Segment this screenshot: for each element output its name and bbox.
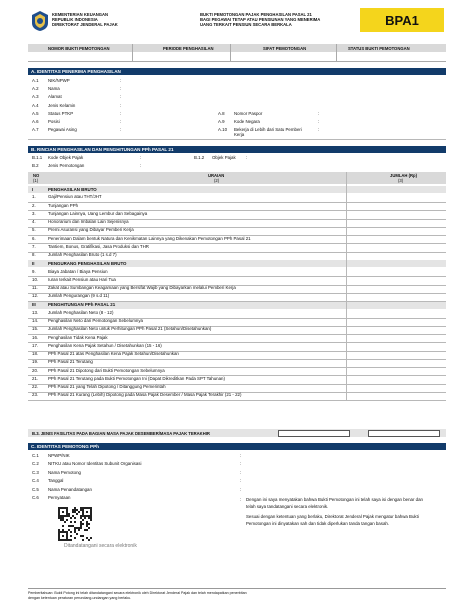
form-title xyxy=(200,12,320,27)
col-sub-2: (2) xyxy=(214,178,220,183)
org-name xyxy=(52,12,118,27)
qr-module xyxy=(60,539,62,541)
row-text: PPh Pasal 21 Dipotong dari Bukti Pemotongan Sebelumnya xyxy=(48,367,165,373)
qr-module xyxy=(80,509,82,511)
org-line: REPUBLIK INDONESIA xyxy=(52,17,98,22)
field-num: A.10 xyxy=(218,127,228,133)
qr-module xyxy=(58,533,60,535)
col-jumlah: JUMLAH (Rp) xyxy=(390,173,417,178)
qr-module xyxy=(72,509,74,511)
qr-module xyxy=(64,515,66,517)
qr-module xyxy=(90,519,92,521)
b3-row xyxy=(28,429,446,437)
qr-module xyxy=(72,511,74,513)
qr-module xyxy=(82,535,84,537)
row-text: Jumlah Penghasilan Neto (8 - 12) xyxy=(48,309,114,315)
qr-module xyxy=(90,507,92,509)
qr-module xyxy=(80,517,82,519)
qr-module xyxy=(60,517,62,519)
qr-module xyxy=(90,513,92,515)
qr-module xyxy=(66,537,68,539)
row-number: 6. xyxy=(32,235,36,241)
row-number: 15. xyxy=(32,326,39,332)
field-label: NPWP/NIK xyxy=(48,453,70,458)
colon: : xyxy=(140,163,142,168)
row-text: Jumlah Penghasilan Bruto (1 s.d 7) xyxy=(48,252,117,257)
qr-module xyxy=(82,523,84,525)
title-line: BUKTI PEMOTONGAN PAJAK PENGHASILAN PASAL 21 xyxy=(200,12,312,17)
qr-module xyxy=(66,513,68,515)
row-divider xyxy=(28,202,446,203)
row-text: Penghasilan Kena Pajak Setahun / Disetahunkan (15 - 16) xyxy=(48,342,162,348)
qr-module xyxy=(64,539,66,541)
row-text: Zakat atau Sumbangan Keagamaan yang Bersifat Wajib yang Dibayarkan melalui Pemberi Kerja xyxy=(48,285,236,290)
row-number: 22. xyxy=(32,384,39,389)
qr-module xyxy=(74,531,76,533)
qr-module xyxy=(86,521,88,523)
org-line: KEMENTERIAN KEUANGAN xyxy=(52,12,109,17)
row-text: PPh Pasal 21 Terutang pada Bukti Pemotongan Ini (Dapat Dikreditkan Pada SPT Tahunan) xyxy=(48,375,225,381)
qr-module xyxy=(74,517,76,519)
qr-module xyxy=(86,523,88,525)
qr-module xyxy=(90,537,92,539)
qr-module xyxy=(68,529,70,531)
b2-label: Jenis Pemotongan xyxy=(48,163,85,168)
group-roman: I xyxy=(32,186,34,192)
qr-module xyxy=(70,531,72,533)
field-label: Nama Penandatangan xyxy=(48,486,92,492)
qr-module xyxy=(58,517,60,519)
form-code-box xyxy=(360,8,444,32)
qr-module xyxy=(60,531,62,533)
qr-module xyxy=(80,525,82,527)
row-number: 17. xyxy=(32,342,39,348)
col-nomor-bukti: NOMOR BUKTI PEMOTONGAN xyxy=(48,46,110,51)
row-text: Iuran terkait Pensiun atau Hari Tua xyxy=(48,276,116,282)
row-text: PPh Pasal 21 yang Telah Dipotong / Ditanggung Pemerintah xyxy=(48,384,166,389)
section-c-title: C. IDENTITAS PEMOTONG PPh xyxy=(31,444,99,449)
title-line: BAGI PEGAWAI TETAP ATAU PENSIUNAN YANG MENERIMA xyxy=(200,17,321,22)
qr-module xyxy=(88,539,90,541)
row-text: Jumlah Pengurangan (9 s.d 11) xyxy=(48,293,110,299)
row-number: 13. xyxy=(32,309,39,315)
field-label: Alamat xyxy=(48,94,62,100)
field-num: C.6 xyxy=(32,495,39,500)
qr-module xyxy=(64,521,66,523)
row-number: 20. xyxy=(32,367,39,373)
qr-module xyxy=(60,507,62,509)
row-number: 9. xyxy=(32,268,36,274)
statement-line: Pemotongan ini dinyatakan sah dan tidak diperlukan tanda tangan basah. xyxy=(246,521,390,526)
qr-module xyxy=(74,529,76,531)
qr-module xyxy=(74,537,76,539)
qr-module xyxy=(62,507,64,509)
field-num: A.6 xyxy=(32,119,39,124)
qr-module xyxy=(74,521,76,523)
qr-module xyxy=(86,525,88,527)
colon: : xyxy=(318,110,320,116)
ministry-logo xyxy=(30,10,50,32)
qr-module xyxy=(82,513,84,515)
qr-module xyxy=(58,515,60,517)
qr-module xyxy=(84,515,86,517)
field-label: Bekerja di Lebih dari Satu Pemberi Kerja xyxy=(234,127,302,138)
qr-module xyxy=(70,517,72,519)
qr-module xyxy=(88,517,90,519)
section-c-header xyxy=(28,443,446,450)
row-number: 3. xyxy=(32,210,36,216)
qr-module xyxy=(74,509,76,511)
field-num: C.3 xyxy=(32,469,39,475)
row-text: Tantiem, Bonus, Gratifikasi, Jasa Produksi dan THR xyxy=(48,243,149,249)
colon: : xyxy=(140,155,142,160)
qr-module xyxy=(70,525,72,527)
b3-value-box xyxy=(278,430,350,437)
col-uraian: URAIAN xyxy=(208,173,225,178)
qr-module xyxy=(66,539,68,541)
row-number: 21. xyxy=(32,375,39,381)
field-num: A.9 xyxy=(218,119,225,124)
qr-module xyxy=(80,521,82,523)
qr-module xyxy=(86,515,88,517)
qr-module xyxy=(70,539,72,541)
row-text: Penerimaan Dalam bentuk Natura dan Kenikmatan Lainnya yang Dikenakan Pemotongan PPh Pasal 21 xyxy=(48,235,251,241)
qr-module xyxy=(62,515,64,517)
colon: : xyxy=(120,86,122,92)
statement-line: Sesuai dengan ketentuan yang berlaku, Direktorat Jenderal Pajak mengatur bahwa Bukti xyxy=(246,514,419,519)
row-text: Penghasilan Neto dari Pemotongan Sebelumnya xyxy=(48,318,143,323)
section-a-title: A. IDENTITAS PENERIMA PENGHASILAN xyxy=(31,69,121,74)
qr-module xyxy=(66,515,68,517)
field-label: Status PTKP xyxy=(48,110,74,116)
field-label: Nama Pemotong xyxy=(48,469,81,475)
b2-num: B.2 xyxy=(32,163,39,168)
qr-module xyxy=(86,537,88,539)
section-b-header xyxy=(28,146,446,153)
qr-module xyxy=(88,507,90,509)
field-num: A.5 xyxy=(32,110,39,116)
qr-module xyxy=(66,533,68,535)
qr-module xyxy=(58,507,60,509)
qr-module xyxy=(60,519,62,521)
field-num: A.2 xyxy=(32,86,39,92)
field-num: C.2 xyxy=(32,461,39,467)
footer-divider xyxy=(28,588,446,589)
field-label: NIK/NPWP xyxy=(48,78,70,83)
row-text: Gaji/Pensiun atau THT/JHT xyxy=(48,194,102,200)
qr-module xyxy=(84,507,86,509)
income-table-header xyxy=(28,172,446,184)
qr-module xyxy=(60,515,62,517)
col-periode: PERIODE PENGHASILAN xyxy=(163,46,214,51)
colon: : xyxy=(240,497,242,502)
row-number: 12. xyxy=(32,293,39,299)
row-number: 10. xyxy=(32,276,39,282)
row-number: 8. xyxy=(32,252,36,257)
qr-module xyxy=(80,527,82,529)
qr-module xyxy=(88,515,90,517)
qr-module xyxy=(58,529,60,531)
col-no: NO xyxy=(33,173,40,178)
qr-module xyxy=(82,539,84,541)
row-text: Jumlah Penghasilan Neto untuk Perhitungan PPh Pasal 21 (Setahun/Disetahunkan) xyxy=(48,326,212,332)
qr-module xyxy=(82,507,84,509)
qr-module xyxy=(82,509,84,511)
colon: : xyxy=(240,461,242,467)
row-number: 14. xyxy=(32,318,39,323)
amount-column-divider xyxy=(346,172,347,401)
qr-module xyxy=(88,527,90,529)
field-label: Nama xyxy=(48,86,60,92)
qr-module xyxy=(72,525,74,527)
qr-module xyxy=(58,537,60,539)
qr-module xyxy=(66,509,68,511)
colon: : xyxy=(240,486,242,492)
qr-module xyxy=(82,519,84,521)
field-num: C.1 xyxy=(32,453,39,458)
colon: : xyxy=(120,110,122,116)
qr-module xyxy=(74,507,76,509)
qr-module xyxy=(80,535,82,537)
footer-line: Pemberitahuan: Bukti Potong ini telah ditandatangani secara elektronik oleh Direktorat Jenderal Pajak dan telah mendapatkan penerbitan xyxy=(28,591,247,595)
b3-label: B.3. JENIS FASILITAS PADA BAGIAN MASA PAJAK DESEMBER/MASA PAJAK TERAKHIR xyxy=(32,430,210,436)
b11-label: Kode Objek Pajak xyxy=(48,155,84,160)
col-sifat: SIFAT PEMOTONGAN xyxy=(263,46,307,51)
qr-module xyxy=(74,527,76,529)
qr-module xyxy=(62,531,64,533)
colon: : xyxy=(240,469,242,475)
qr-module xyxy=(74,511,76,513)
qr-module xyxy=(68,525,70,527)
row-number: 18. xyxy=(32,351,39,356)
qr-module xyxy=(66,519,68,521)
field-num: C.5 xyxy=(32,486,39,492)
qr-module xyxy=(72,515,74,517)
field-label: Pernyataan xyxy=(48,495,71,500)
divider xyxy=(28,139,446,140)
qr-module xyxy=(86,511,88,513)
group-title: PENGURANG PENGHASILAN BRUTO xyxy=(48,260,127,266)
row-text: Tunjangan Lainnya, Uang Lembur dan Sebagainya xyxy=(48,210,148,216)
row-text: PPh Pasal 21 atas Penghasilan Kena Pajak Setahun/Disetahunkan xyxy=(48,351,179,356)
qr-module xyxy=(58,535,60,537)
qr-module xyxy=(90,517,92,519)
qr-module xyxy=(84,517,86,519)
qr-module xyxy=(86,507,88,509)
b11-num: B.1.1 xyxy=(32,155,43,160)
colon: : xyxy=(120,102,122,108)
field-num: A.3 xyxy=(32,94,39,100)
col-sub-3: (3) xyxy=(398,178,404,183)
qr-module xyxy=(84,529,86,531)
statement-line: telah saya tandatangani secara elektronik. xyxy=(246,504,329,509)
row-number: 2. xyxy=(32,202,36,208)
col-status: STATUS BUKTI PEMOTONGAN xyxy=(348,46,410,51)
col-divider xyxy=(132,44,133,61)
field-label: Nomor Paspor xyxy=(234,110,263,116)
field-num: A.7 xyxy=(32,127,39,133)
qr-module xyxy=(80,507,82,509)
colon: : xyxy=(246,155,248,160)
group-title: PENGHITUNGAN PPh PASAL 21 xyxy=(48,302,116,307)
colon: : xyxy=(120,119,122,124)
section-b-title: B. RINCIAN PENGHASILAN DAN PENGHITUNGAN PPh PASAL 21 xyxy=(31,147,174,152)
colon: : xyxy=(318,119,320,124)
field-num: A.8 xyxy=(218,110,225,116)
colon: : xyxy=(318,127,320,133)
b3-value-box-2 xyxy=(368,430,440,437)
qr-module xyxy=(90,511,92,513)
row-number: 23. xyxy=(32,392,39,398)
qr-module xyxy=(62,535,64,537)
row-text: PPh Pasal 21 Terutang xyxy=(48,359,93,365)
field-label: Pegawai Asing xyxy=(48,127,77,133)
qr-module xyxy=(58,539,60,541)
qr-module xyxy=(76,509,78,511)
qr-module xyxy=(62,517,64,519)
qr-module xyxy=(78,511,80,513)
org-line: DIREKTORAT JENDERAL PAJAK xyxy=(52,22,118,27)
field-num: A.1 xyxy=(32,78,39,83)
qr-module xyxy=(90,515,92,517)
field-label: NITKU atau Nomor Identitas Subunit Organisasi xyxy=(48,461,142,467)
row-text: Penghasilan Tidak Kena Pajak xyxy=(48,334,108,340)
b12-num: B.1.2 xyxy=(194,155,205,160)
qr-module xyxy=(64,507,66,509)
row-number: 4. xyxy=(32,219,36,224)
group-roman: II xyxy=(32,260,35,266)
field-label: Jenis Kelamin xyxy=(48,102,76,108)
top-columns-header xyxy=(28,44,446,52)
section-a-header xyxy=(28,68,446,75)
row-text: Tunjangan PPh xyxy=(48,202,79,208)
b12-label: Objek Pajak xyxy=(212,155,236,160)
statement-line: Dengan ini saya menyatakan bahwa Bukti Pemotongan ini telah saya isi dengan benar dan xyxy=(246,497,423,502)
qr-module xyxy=(76,527,78,529)
qr-module xyxy=(58,509,60,511)
row-text: Biaya Jabatan / Biaya Pensiun xyxy=(48,268,108,274)
field-label: Kode Negara xyxy=(234,119,260,124)
qr-module xyxy=(66,535,68,537)
colon: : xyxy=(240,453,242,458)
row-number: 7. xyxy=(32,243,36,249)
row-divider xyxy=(28,400,446,401)
qr-module xyxy=(62,511,64,513)
qr-module xyxy=(82,511,84,513)
qr-module xyxy=(76,533,78,535)
qr-module xyxy=(68,513,70,515)
row-number: 5. xyxy=(32,227,36,233)
qr-module xyxy=(82,515,84,517)
qr-module xyxy=(70,521,72,523)
footer-line: dengan ketentuan peraturan perundang-undangan yang berlaku. xyxy=(28,596,132,600)
qr-module xyxy=(68,515,70,517)
row-text: Premi Asuransi yang Dibayar Pemberi Kerja xyxy=(48,227,134,233)
field-num: C.4 xyxy=(32,478,39,484)
field-label: Tanggal xyxy=(48,478,64,484)
qr-module xyxy=(78,527,80,529)
row-number: 16. xyxy=(32,334,39,340)
qr-module xyxy=(66,507,68,509)
field-label: Posisi xyxy=(48,119,60,124)
group-title: PENGHASILAN BRUTO xyxy=(48,186,97,192)
row-number: 19. xyxy=(32,359,39,365)
qr-module xyxy=(64,531,66,533)
colon: : xyxy=(240,478,242,484)
qr-module xyxy=(58,513,60,515)
title-line: UANG TERKAIT PENSIUN SECARA BERKALA xyxy=(200,22,292,27)
row-number: 1. xyxy=(32,194,36,200)
qr-caption: Ditandatangani secara elektronik xyxy=(64,543,137,549)
qr-module xyxy=(62,529,64,531)
qr-module xyxy=(62,539,64,541)
qr-module xyxy=(62,519,64,521)
qr-module xyxy=(66,531,68,533)
qr-code xyxy=(58,507,92,541)
qr-module xyxy=(88,523,90,525)
row-text: Honorarium dan Imbalan Lain Sejenisnya xyxy=(48,219,129,224)
qr-module xyxy=(58,531,60,533)
qr-module xyxy=(70,535,72,537)
qr-module xyxy=(80,523,82,525)
colon: : xyxy=(120,127,122,133)
col-divider xyxy=(230,44,231,61)
colon: : xyxy=(120,78,122,83)
row-number: 11. xyxy=(32,285,38,290)
qr-module xyxy=(58,511,60,513)
qr-module xyxy=(66,511,68,513)
form-code: BPA1 xyxy=(385,12,419,28)
qr-module xyxy=(62,525,64,527)
colon: : xyxy=(120,94,122,100)
qr-module xyxy=(68,539,70,541)
field-num: A.4 xyxy=(32,102,39,108)
row-text: PPh Pasal 21 Kurang (Lebih) Dipotong pada Masa Pajak Desember / Masa Pajak Terakhir (21 - 22) xyxy=(48,392,242,398)
qr-module xyxy=(90,509,92,511)
col-divider xyxy=(336,44,337,61)
top-values-row xyxy=(28,52,446,62)
qr-module xyxy=(78,529,80,531)
qr-module xyxy=(76,513,78,515)
qr-module xyxy=(86,529,88,531)
group-roman: III xyxy=(32,302,36,307)
qr-module xyxy=(80,515,82,517)
col-sub-1: (1) xyxy=(33,178,39,183)
